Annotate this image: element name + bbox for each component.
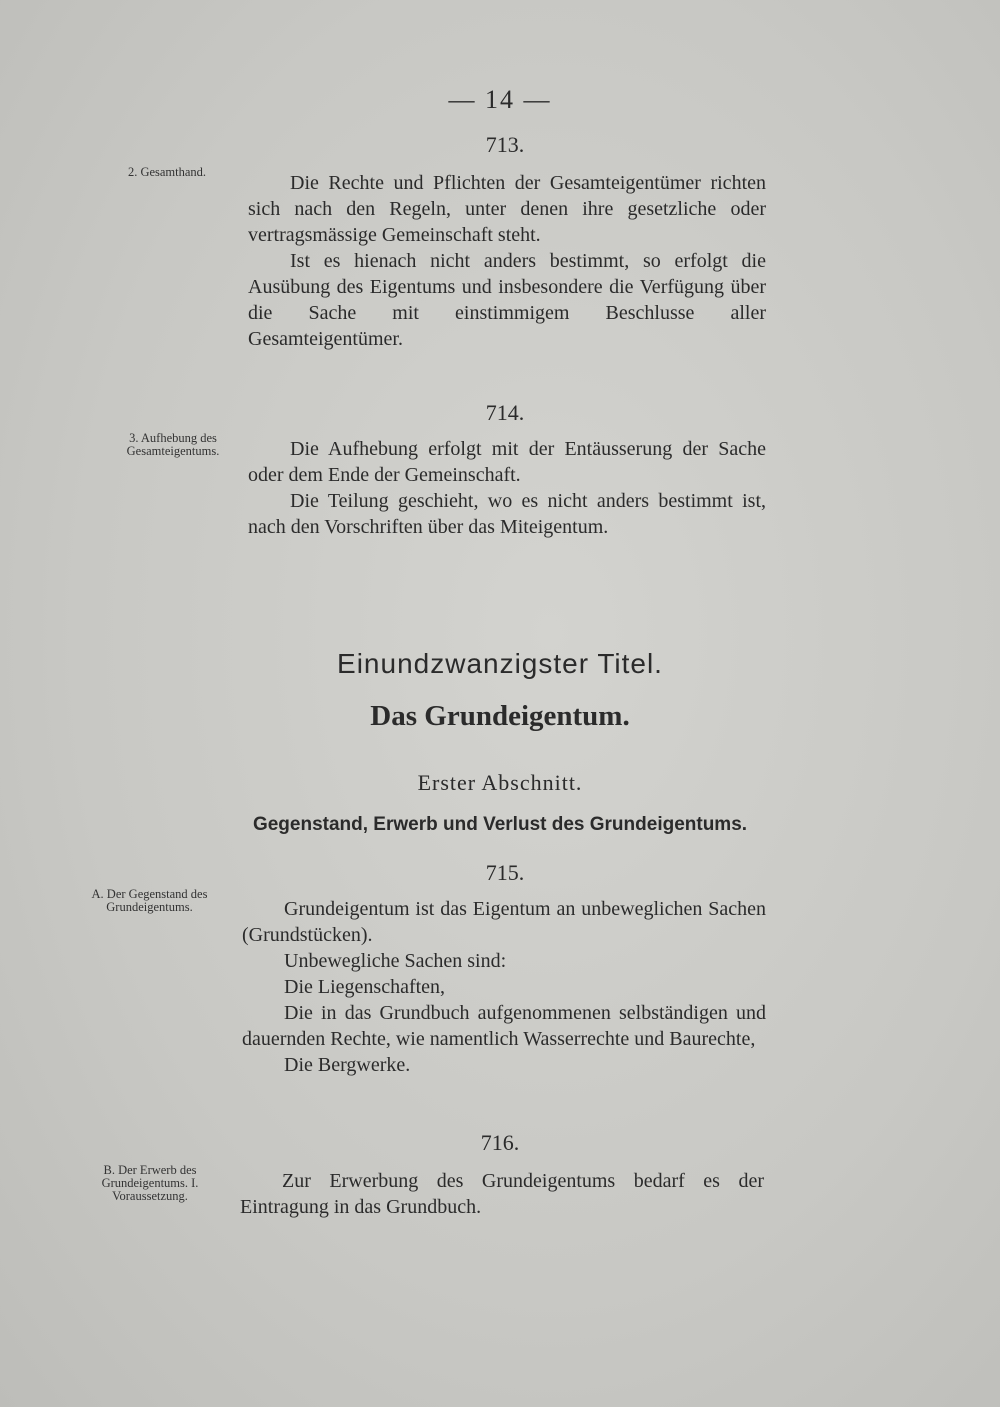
article-body-714 [248,436,766,540]
margin-note-713: 2. Gesamthand. [127,165,207,179]
margin-note-715: A. Der Gegenstand des Grundeigentums. [91,887,208,914]
article-number-713: 713. [485,132,525,157]
paragraph: Grundeigentum ist das Eigentum an unbeweglichen Sachen (Grundstücken). [242,898,766,946]
article-number-714: 714. [485,400,525,425]
paragraph: Zur Erwerbung des Grundeigentums bedarf es der Eintragung in das Grundbuch. [240,1170,764,1218]
paragraph: Ist es hienach nicht anders bestimmt, so erfolgt die Ausübung des Eigentums und insbesondere die Verfügung über die Sache mit einstimmigem Beschlusse aller Gesamteigentümer. [248,250,766,350]
paragraph: Die Aufhebung erfolgt mit der Entäusserung der Sache oder dem Ende der Gemeinschaft. [248,438,766,486]
article-body-716 [240,1168,764,1220]
article-body-715 [242,896,766,1078]
subtitle-heading: Das Grundeigentum. [370,700,630,732]
paragraph: Die in das Grundbuch aufgenommenen selbständigen und dauernden Rechte, wie namentlich Wasserrechte und Baurechte, [242,1002,766,1050]
article-number-716: 716. [480,1130,520,1155]
article-number-715: 715. [485,860,525,885]
margin-note-714: 3. Aufhebung des Gesamteigentums. [126,431,220,458]
section-heading: Erster Abschnitt. [417,770,583,795]
article-body-713 [248,170,766,352]
margin-note-716: B. Der Erwerb des Grundeigentums. I. Voraussetzung. [101,1163,199,1203]
paragraph: Die Bergwerke. [284,1054,411,1076]
paragraph: Die Liegenschaften, [284,976,446,998]
title-heading: Einundzwanzigster Titel. [337,648,663,679]
page-number: — 14 — [448,85,552,114]
section-title: Gegenstand, Erwerb und Verlust des Grundeigentums. [252,814,748,835]
paragraph: Die Rechte und Pflichten der Gesamteigentümer richten sich nach den Regeln, unter denen ihre gesetzliche oder vertragsmässige Gemeinschaft steht. [248,172,766,246]
paragraph: Die Teilung geschieht, wo es nicht anders bestimmt ist, nach den Vorschriften über das Miteigentum. [248,490,766,538]
paragraph: Unbewegliche Sachen sind: [284,950,507,972]
